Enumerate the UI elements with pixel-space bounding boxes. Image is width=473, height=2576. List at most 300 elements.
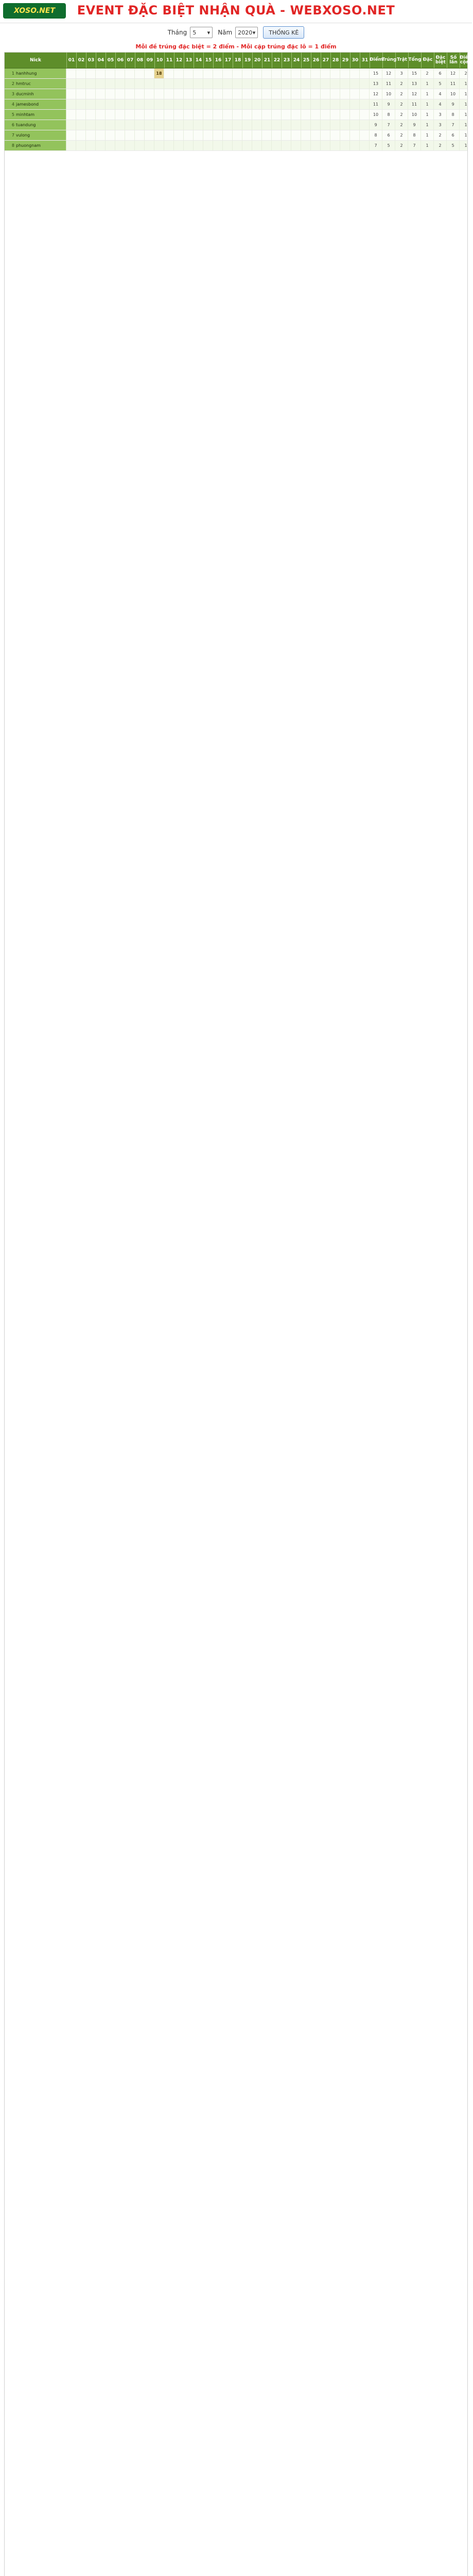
day-cell	[66, 79, 76, 89]
day-cell	[174, 89, 184, 99]
day-cell	[184, 89, 194, 99]
summary-cell: 10	[447, 89, 460, 99]
summary-cell: 12	[408, 89, 421, 99]
day-cell	[330, 69, 340, 78]
day-cell	[115, 69, 125, 78]
day-cell	[301, 89, 311, 99]
day-column-header: 14	[194, 53, 204, 68]
day-cell	[233, 120, 242, 130]
day-cell	[145, 130, 154, 140]
day-cell	[115, 120, 125, 130]
day-cell	[194, 130, 203, 140]
day-column-header: 29	[341, 53, 351, 68]
summary-cell: 6	[447, 130, 460, 140]
day-cell	[272, 99, 282, 109]
day-cell	[340, 89, 350, 99]
day-cell	[154, 79, 164, 89]
day-cell	[106, 110, 115, 120]
day-cell	[154, 130, 164, 140]
day-cell	[174, 69, 184, 78]
day-cell	[66, 89, 76, 99]
summary-cell: 6	[434, 69, 447, 78]
day-cell	[242, 69, 252, 78]
day-cell	[106, 130, 115, 140]
day-cell	[223, 120, 233, 130]
day-cell	[321, 69, 330, 78]
day-cell	[174, 141, 184, 150]
page-header	[0, 0, 472, 23]
summary-column-header: Đặc biệt	[434, 53, 447, 68]
nick-label: jamesbond	[16, 102, 39, 107]
day-cell	[174, 110, 184, 120]
summary-cell: 4	[434, 99, 447, 109]
day-column-header: 11	[165, 53, 174, 68]
day-cell	[135, 141, 145, 150]
day-cell	[76, 79, 86, 89]
day-cell	[330, 99, 340, 109]
day-cell	[282, 69, 291, 78]
day-cell	[135, 110, 145, 120]
day-cell	[194, 110, 203, 120]
day-cell	[282, 99, 291, 109]
day-cell	[360, 89, 370, 99]
day-cell	[213, 79, 223, 89]
day-cell	[233, 130, 242, 140]
day-cell	[96, 130, 106, 140]
day-cell	[291, 141, 301, 150]
nick-label: phuongnam	[16, 143, 41, 148]
day-cell	[115, 110, 125, 120]
day-column-header: 19	[243, 53, 253, 68]
day-column-header: 17	[223, 53, 233, 68]
day-column-header: 13	[184, 53, 194, 68]
day-cell	[66, 110, 76, 120]
day-cell	[311, 79, 321, 89]
summary-cell: 8	[382, 110, 395, 120]
day-column-header: 15	[204, 53, 214, 68]
day-cell	[291, 130, 301, 140]
day-cell	[223, 99, 233, 109]
day-cell	[164, 130, 174, 140]
summary-cell: 11	[408, 99, 421, 109]
nick-label: hmtruc	[16, 81, 31, 86]
summary-column-header: Điểm	[370, 53, 383, 68]
day-cell	[184, 69, 194, 78]
day-cell	[282, 130, 291, 140]
day-cell	[106, 120, 115, 130]
day-cell	[96, 89, 106, 99]
day-cell	[242, 99, 252, 109]
day-cell	[106, 69, 115, 78]
summary-cell: 2	[395, 89, 408, 99]
day-cell	[311, 120, 321, 130]
day-cell	[135, 99, 145, 109]
day-cell	[252, 79, 262, 89]
summary-cell: 1	[421, 120, 434, 130]
day-cell	[145, 99, 154, 109]
day-cell	[262, 69, 272, 78]
day-cell	[145, 79, 154, 89]
day-cell	[125, 89, 135, 99]
day-cell	[301, 79, 311, 89]
day-cell	[194, 69, 203, 78]
day-cell	[154, 120, 164, 130]
summary-cell: 6	[382, 130, 395, 140]
day-cell	[135, 69, 145, 78]
day-column-header: 10	[155, 53, 165, 68]
day-cell	[106, 141, 115, 150]
day-cell	[360, 79, 370, 89]
day-cell	[301, 69, 311, 78]
month-filter	[168, 27, 213, 38]
day-cell	[135, 120, 145, 130]
summary-column-header: Tổng	[409, 53, 422, 68]
day-cell	[291, 89, 301, 99]
day-cell	[213, 69, 223, 78]
summary-cell: 7	[382, 120, 395, 130]
day-cell	[301, 110, 311, 120]
year-select[interactable]	[235, 27, 258, 38]
day-column-header: 07	[126, 53, 135, 68]
chevron-down-icon: ▾	[207, 29, 211, 36]
summary-cell: 15	[370, 69, 382, 78]
day-cell	[350, 130, 360, 140]
summary-cell: 1	[464, 81, 467, 86]
year-label: Năm	[218, 29, 233, 36]
nick-cell[interactable]	[5, 69, 66, 78]
rank-number: 3	[11, 92, 14, 96]
summary-cell: 2	[434, 141, 447, 150]
day-cell	[96, 141, 106, 150]
day-cell	[86, 130, 96, 140]
day-cell	[194, 141, 203, 150]
summary-cell: 7	[408, 141, 421, 150]
summary-cell: 2	[464, 71, 467, 76]
day-cell	[330, 141, 340, 150]
day-cell	[213, 130, 223, 140]
summary-cell: 9	[408, 120, 421, 130]
day-cell	[86, 120, 96, 130]
summary-column-header: Số lần	[447, 53, 460, 68]
day-cell	[135, 89, 145, 99]
day-cell	[125, 69, 135, 78]
summary-column-header: Điểm cộng	[459, 55, 473, 65]
day-column-header: 01	[67, 53, 77, 68]
day-cell	[340, 130, 350, 140]
summary-cell: 7	[447, 120, 460, 130]
day-cell	[203, 69, 213, 78]
day-cell	[203, 141, 213, 150]
summary-cell: 10	[382, 89, 395, 99]
day-cell	[184, 130, 194, 140]
day-cell	[340, 69, 350, 78]
day-column-header: 18	[233, 53, 243, 68]
day-cell	[174, 99, 184, 109]
month-select[interactable]	[190, 27, 213, 38]
day-cell	[252, 89, 262, 99]
day-cell	[164, 99, 174, 109]
day-cell	[184, 99, 194, 109]
day-cell	[282, 79, 291, 89]
day-cell	[174, 79, 184, 89]
day-cell	[96, 79, 106, 89]
day-cell	[115, 130, 125, 140]
day-cell	[301, 99, 311, 109]
day-column-header: 08	[135, 53, 145, 68]
day-cell	[76, 130, 86, 140]
day-cell	[145, 89, 154, 99]
nick-cell[interactable]	[5, 110, 66, 120]
day-cell	[262, 99, 272, 109]
day-cell	[272, 89, 282, 99]
nick-label: hanhhung	[16, 71, 37, 76]
day-cell	[145, 141, 154, 150]
day-cell	[311, 130, 321, 140]
day-column-header: 22	[272, 53, 282, 68]
nick-cell[interactable]	[5, 79, 66, 89]
summary-cell: 9	[382, 99, 395, 109]
day-cell	[340, 79, 350, 89]
day-cell	[154, 141, 164, 150]
day-cell	[174, 130, 184, 140]
summary-column-header: Trật	[396, 53, 409, 68]
day-cell	[311, 110, 321, 120]
rank-number: 5	[11, 112, 14, 117]
day-cell	[233, 141, 242, 150]
day-cell	[350, 99, 360, 109]
day-cell	[350, 141, 360, 150]
month-label: Tháng	[167, 29, 187, 36]
nick-label: vulong	[16, 133, 30, 138]
day-cell	[86, 141, 96, 150]
day-cell	[154, 110, 164, 120]
day-cell	[223, 89, 233, 99]
day-cell	[164, 110, 174, 120]
summary-cell: 1	[464, 133, 467, 138]
day-cell	[203, 79, 213, 89]
day-cell	[321, 141, 330, 150]
table-header	[5, 53, 473, 69]
day-cell	[330, 89, 340, 99]
day-cell	[213, 99, 223, 109]
summary-cell: 2	[395, 130, 408, 140]
month-value: 5	[192, 29, 197, 36]
summary-cell: 1	[464, 102, 467, 107]
day-cell	[115, 141, 125, 150]
summary-cell: 1	[464, 112, 467, 117]
day-cell	[321, 79, 330, 89]
day-column-header: 03	[86, 53, 96, 68]
summary-cell: 1	[464, 92, 467, 96]
summary-cell: 1	[421, 110, 434, 120]
summary-cell: 11	[370, 99, 382, 109]
table-row	[5, 110, 467, 120]
day-column-header: 02	[77, 53, 86, 68]
day-cell	[154, 99, 164, 109]
day-cell	[194, 120, 203, 130]
day-cell	[213, 110, 223, 120]
day-cell	[164, 141, 174, 150]
day-cell	[174, 120, 184, 130]
day-cell	[223, 141, 233, 150]
table-row	[5, 69, 467, 79]
day-column-header: 24	[292, 53, 302, 68]
day-cell	[66, 69, 76, 78]
rank-number: 7	[11, 133, 14, 138]
day-cell	[76, 89, 86, 99]
day-cell	[203, 99, 213, 109]
day-cell	[86, 69, 96, 78]
day-cell	[321, 99, 330, 109]
summary-cell: 1	[464, 143, 467, 148]
summary-cell: 5	[447, 141, 460, 150]
day-column-header: 27	[321, 53, 331, 68]
day-cell	[145, 69, 154, 78]
summary-cell: 12	[447, 69, 460, 78]
day-cell	[145, 110, 154, 120]
day-cell	[340, 99, 350, 109]
day-cell	[360, 130, 370, 140]
day-cell	[115, 99, 125, 109]
day-cell	[272, 110, 282, 120]
day-cell	[291, 120, 301, 130]
day-cell	[115, 89, 125, 99]
summary-cell: 15	[408, 69, 421, 78]
day-cell	[340, 141, 350, 150]
summary-cell: 2	[395, 141, 408, 150]
rank-number: 6	[11, 123, 14, 127]
day-cell	[86, 110, 96, 120]
day-cell	[311, 89, 321, 99]
day-column-header: 20	[253, 53, 262, 68]
day-cell	[86, 79, 96, 89]
nick-cell[interactable]	[5, 141, 66, 150]
nick-label: minhtam	[16, 112, 34, 117]
day-cell	[242, 120, 252, 130]
summary-cell: 12	[382, 69, 395, 78]
summary-cell: 9	[447, 99, 460, 109]
day-cell	[194, 89, 203, 99]
stats-button[interactable]: THỐNG KÊ	[263, 26, 304, 39]
summary-cell: 7	[370, 141, 382, 150]
nick-cell[interactable]	[5, 99, 66, 109]
summary-cell: 13	[408, 79, 421, 89]
site-logo[interactable]: XOSO.NET	[3, 3, 66, 19]
day-column-header: 12	[174, 53, 184, 68]
summary-cell: 1	[464, 123, 467, 127]
points-rule-note: Mỗi đề trúng đặc biệt = 2 điểm - Mỗi cặp trúng đặc lô = 1 điểm	[135, 43, 337, 50]
day-cell	[223, 69, 233, 78]
day-cell	[145, 120, 154, 130]
day-cell	[213, 120, 223, 130]
day-cell	[291, 99, 301, 109]
day-cell	[252, 141, 262, 150]
rank-number: 1	[11, 71, 14, 76]
rank-number: 8	[11, 143, 14, 148]
summary-cell: 3	[434, 120, 447, 130]
day-cell	[223, 79, 233, 89]
day-cell	[96, 110, 106, 120]
day-cell	[125, 99, 135, 109]
summary-cell: 2	[395, 79, 408, 89]
day-cell	[321, 120, 330, 130]
day-cell	[135, 130, 145, 140]
day-column-header: 04	[96, 53, 106, 68]
day-cell	[252, 110, 262, 120]
day-cell	[242, 79, 252, 89]
day-cell	[76, 110, 86, 120]
day-cell	[242, 141, 252, 150]
day-cell	[203, 130, 213, 140]
day-cell	[106, 79, 115, 89]
summary-cell: 1	[421, 89, 434, 99]
summary-cell: 10	[408, 110, 421, 120]
day-cell	[96, 69, 106, 78]
day-cell	[223, 110, 233, 120]
summary-cell: 3	[434, 110, 447, 120]
nick-label: ducminh	[16, 92, 34, 96]
day-cell	[115, 79, 125, 89]
day-cell	[321, 130, 330, 140]
filters-bar	[0, 23, 472, 42]
day-cell	[330, 79, 340, 89]
day-cell	[184, 110, 194, 120]
day-column-header: 21	[262, 53, 272, 68]
nick-cell[interactable]	[5, 130, 66, 140]
day-cell	[301, 120, 311, 130]
day-cell	[340, 120, 350, 130]
day-cell	[272, 130, 282, 140]
page-title: EVENT ĐẶC BIỆT NHẬN QUÀ - WEBXOSO.NET	[77, 3, 395, 18]
day-cell	[66, 120, 76, 130]
day-cell	[66, 99, 76, 109]
day-cell	[252, 130, 262, 140]
summary-cell: 8	[447, 110, 460, 120]
day-column-header: 25	[302, 53, 311, 68]
day-cell	[125, 120, 135, 130]
day-cell	[164, 79, 174, 89]
day-cell	[125, 130, 135, 140]
day-cell	[272, 69, 282, 78]
day-cell	[301, 130, 311, 140]
summary-cell: 1	[421, 79, 434, 89]
nick-cell[interactable]	[5, 120, 66, 130]
day-cell	[125, 141, 135, 150]
summary-cell: 1	[421, 130, 434, 140]
day-cell	[194, 79, 203, 89]
day-cell	[262, 79, 272, 89]
day-cell	[360, 69, 370, 78]
day-cell	[233, 99, 242, 109]
day-cell	[282, 110, 291, 120]
day-cell	[282, 89, 291, 99]
day-cell	[340, 110, 350, 120]
day-cell	[76, 99, 86, 109]
day-cell	[350, 110, 360, 120]
day-cell	[262, 141, 272, 150]
summary-cell: 13	[370, 79, 382, 89]
day-column-header: 23	[282, 53, 292, 68]
nick-cell[interactable]	[5, 89, 66, 99]
table-row	[5, 79, 467, 89]
day-column-header: 06	[116, 53, 126, 68]
day-cell	[86, 99, 96, 109]
day-cell	[233, 79, 242, 89]
day-cell	[350, 120, 360, 130]
table-row	[5, 141, 467, 151]
day-cell	[360, 110, 370, 120]
leaderboard-table	[4, 52, 473, 2576]
